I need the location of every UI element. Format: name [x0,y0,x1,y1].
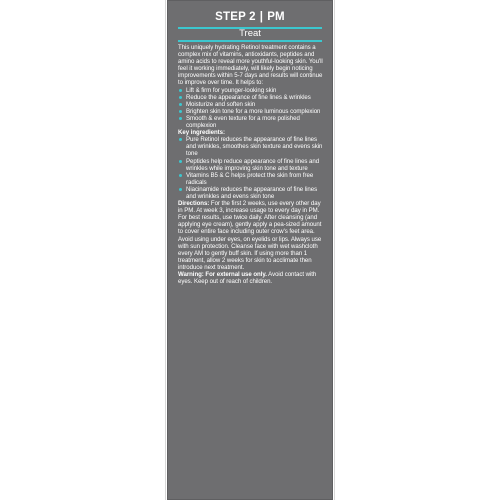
step-header [167,11,333,23]
benefits-list [178,87,324,130]
list-item [178,115,324,129]
list-item [178,136,324,157]
directions-text: For the first 2 weeks, use every other day in PM. At week 3, increase usage to every day in PM. For best results, use twice daily. After cleansing (and applying eye cream), gently apply a pea-sized amount to cover entire face including outer crow's feet area. Avoid using under eyes, on eyelids or lips. Always use with sun protection. Cleanse face with wet washcloth every AM to gently buff skin. If using more than 1 treatment, allow 2 weeks for skin to acclimate then introduce next treatment. [178,200,322,271]
list-item [178,94,324,101]
ingredient-text: Niacinamide reduces the appearance of fine lines and wrinkles and evens skin tone [186,185,318,200]
step-label: STEP 2 [215,11,256,23]
ingredients-list [178,136,324,200]
list-item [178,108,324,115]
product-label-panel [167,0,333,500]
header-separator: | [259,11,264,23]
bullet-icon [179,103,182,106]
time-label: PM [267,11,285,23]
bullet-icon [179,138,182,141]
accent-rule-bottom [178,40,322,42]
bullet-icon [179,96,182,99]
ingredient-text: Pure Retinol reduces the appearance of fine lines and wrinkles, smoothes skin texture and evens skin tone [186,136,323,158]
warning-label: Warning: For external use only. [178,271,267,278]
bullet-icon [179,174,182,177]
ingredient-text: Peptides help reduce appearance of fine lines and wrinkles while improving skin tone and texture [186,157,320,172]
list-item [178,172,324,186]
benefit-text: Moisturize and soften skin [186,100,256,108]
step-subtitle: Treat [239,28,261,39]
benefit-text: Smooth & even texture for a more polished complexion [186,114,300,130]
benefit-text: Brighten skin tone for a more luminous complexion [186,107,321,115]
label-text [178,44,324,285]
directions-paragraph [178,200,324,271]
bullet-icon [179,110,182,113]
list-item [178,87,324,94]
directions-label: Directions: [178,200,210,208]
bullet-icon [179,89,182,92]
warning-text: Avoid contact with eyes. Keep out of reach of children. [178,271,317,286]
list-item [178,186,324,200]
list-item [178,101,324,108]
list-item [178,158,324,172]
bullet-icon [179,160,182,163]
benefit-text: Reduce the appearance of fine lines & wrinkles [186,93,311,101]
ingredient-text: Vitamins B5 & C helps protect the skin from free radicals [186,171,314,186]
bullet-icon [179,117,182,120]
bullet-icon [179,188,182,191]
benefit-text: Lift & firm for younger-looking skin [186,86,277,94]
warning-paragraph [178,271,324,285]
intro-paragraph: This uniquely hydrating Retinol treatment contains a complex mix of vitamins, antioxidants, peptides and amino acids to reveal more youthful-looking skin. You'll feel it working immediately, will likely begin noticing improvements within 5-7 days and results will continue to improve over time. It helps to: [178,44,323,87]
ingredients-heading: Key ingredients: [178,129,225,137]
